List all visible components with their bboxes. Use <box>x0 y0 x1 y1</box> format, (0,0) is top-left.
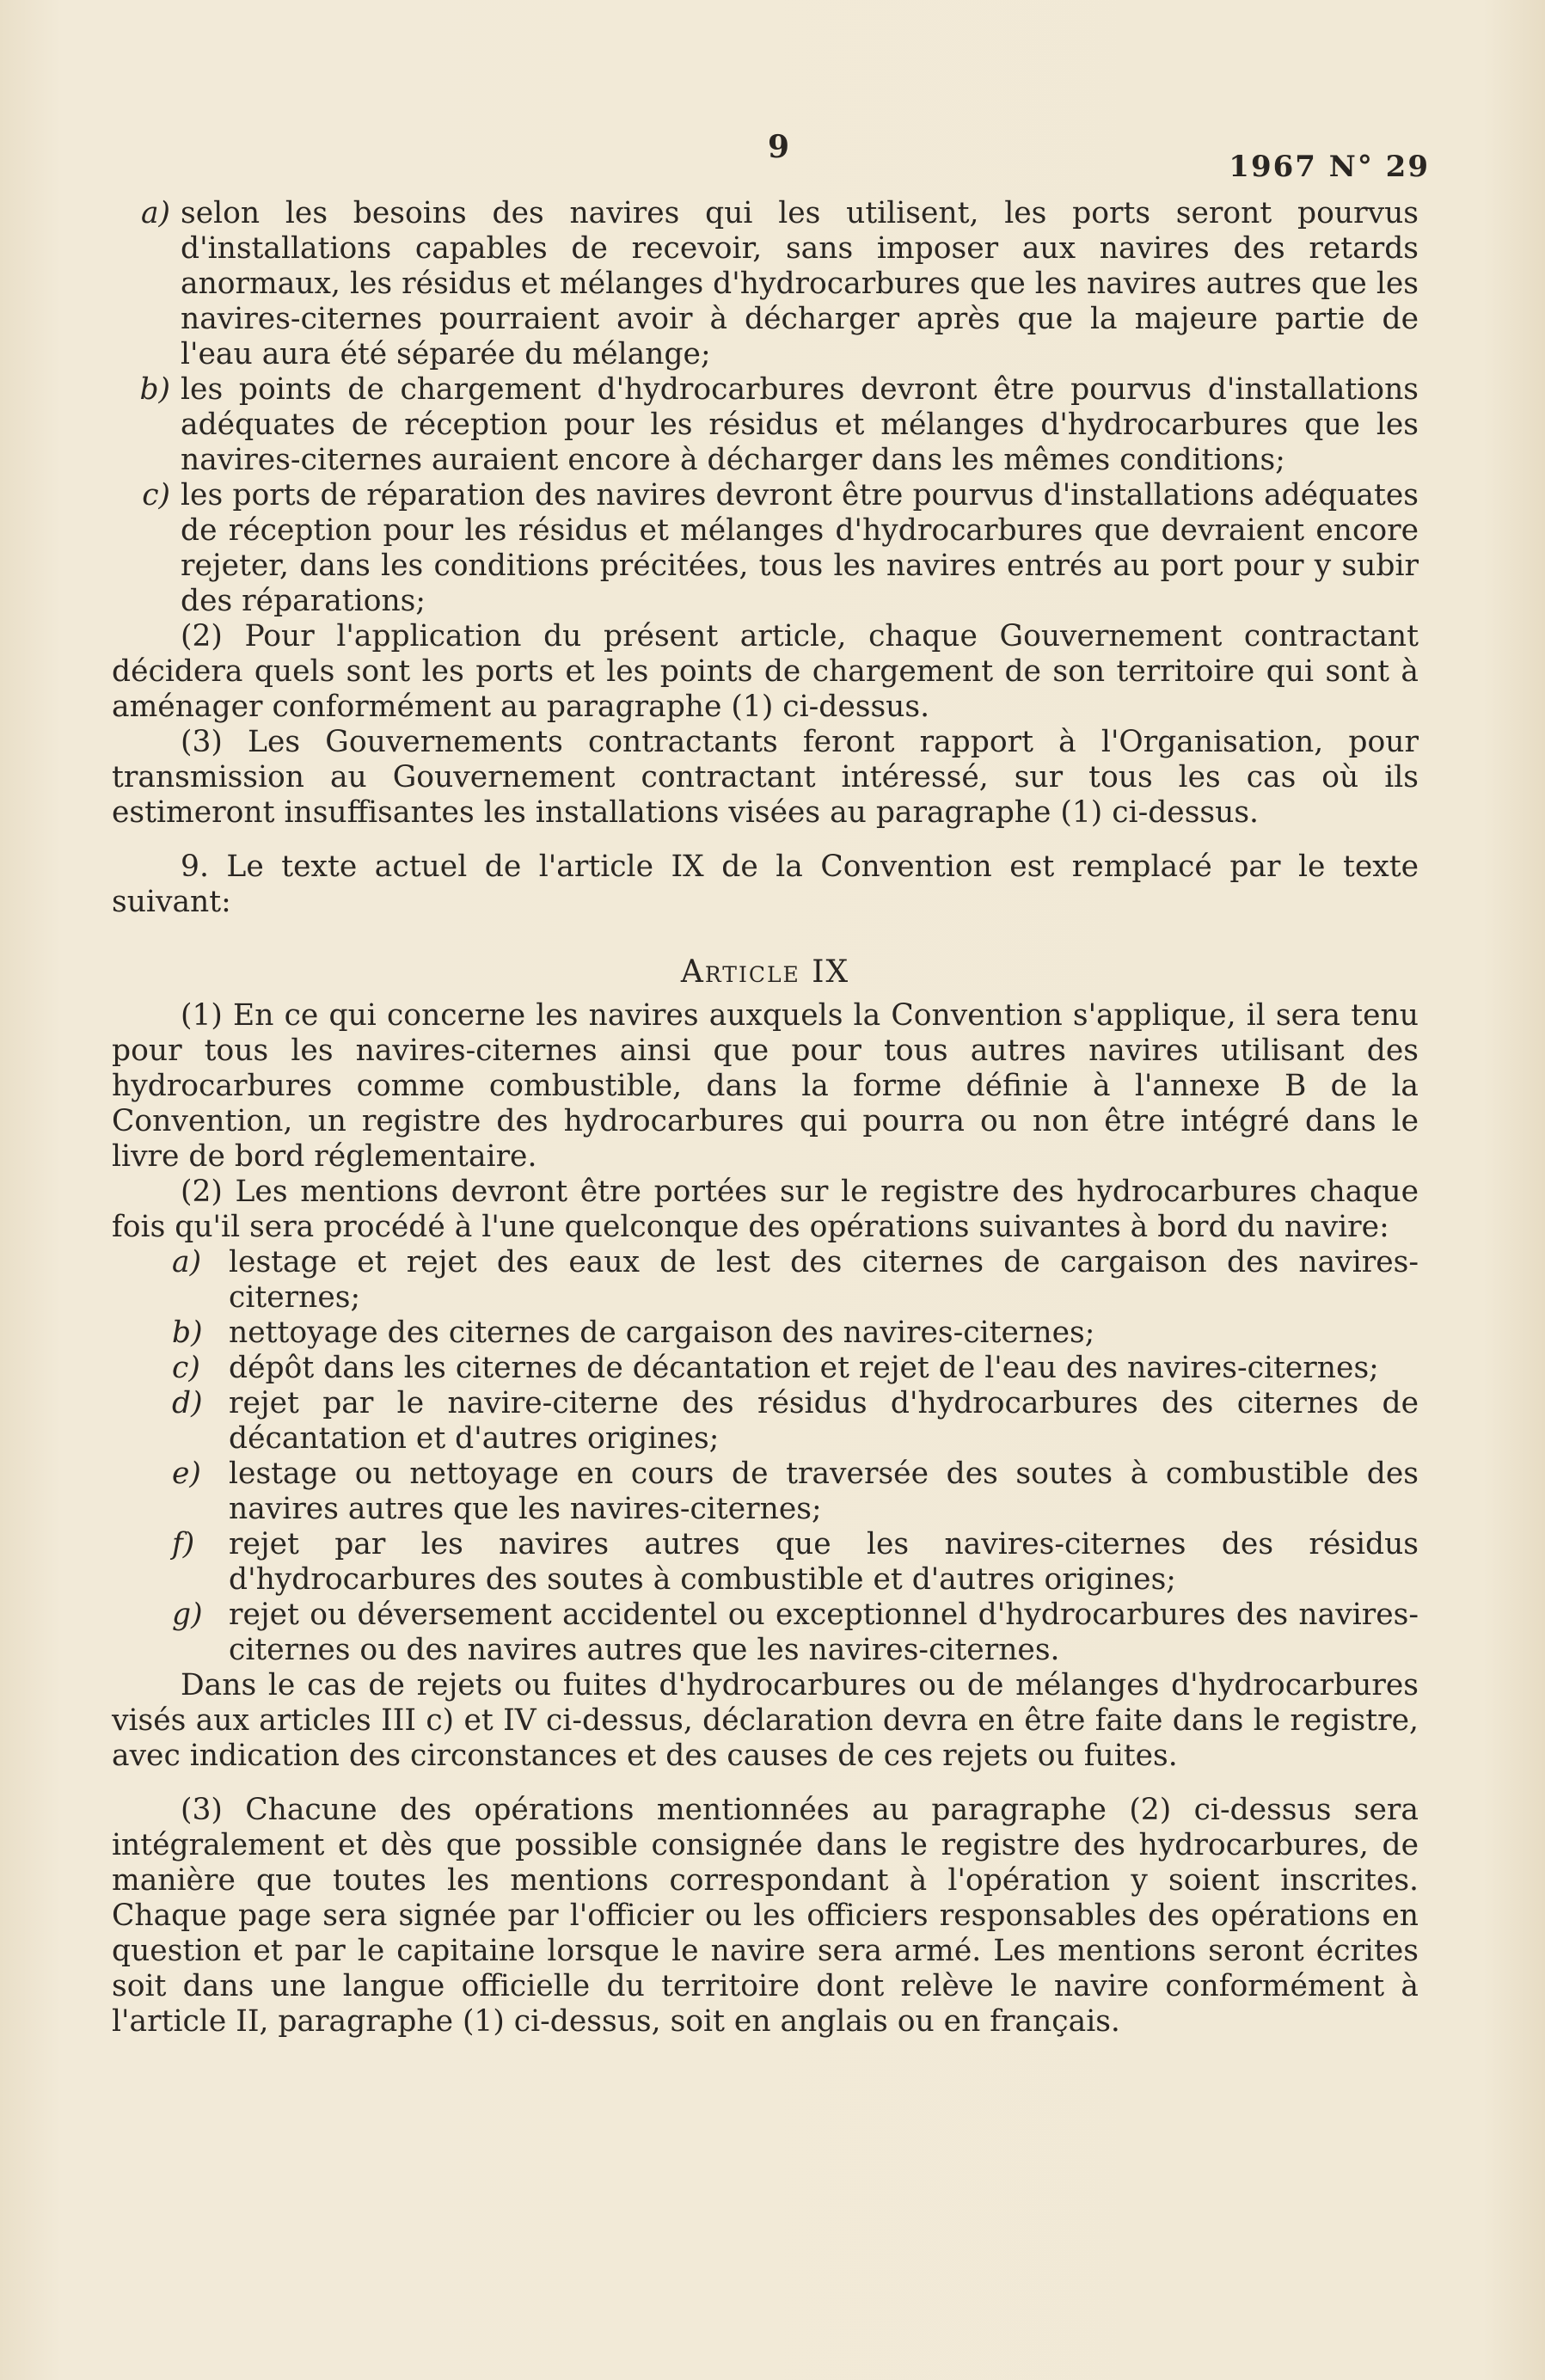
page-number: 9 <box>768 129 790 165</box>
list-item <box>172 1457 1419 1527</box>
item-text: les ports de réparation des navires devront être pourvus d'installations adéquates de réception pour les résidus et mélanges d'hydrocarbures que devraient encore rejeter, dans les conditions précitées, tous les navires entrés au port pour y subir des réparations; <box>181 478 1419 618</box>
item-marker: a) <box>172 1245 202 1279</box>
item-text: lestage et rejet des eaux de lest des citernes de cargaison des navires-citernes; <box>229 1245 1419 1315</box>
document-body <box>112 196 1419 2040</box>
list-item <box>172 1598 1419 1668</box>
document-reference: 1967 N° 29 <box>1229 150 1430 184</box>
list-item <box>112 196 1419 372</box>
list-item <box>112 372 1419 478</box>
item-text: nettoyage des citernes de cargaison des navires-citernes; <box>229 1316 1095 1350</box>
list-item <box>172 1351 1419 1386</box>
item-marker: b) <box>139 372 170 407</box>
list-item <box>112 478 1419 619</box>
paragraph: (2) Pour l'application du présent article, chaque Gouvernement contractant décidera quels sont les ports et les points de chargement de son territoire qui sont à aménager conformément au paragraphe (1) ci-dessus. <box>112 619 1419 724</box>
list-item <box>172 1316 1419 1351</box>
paragraph: Dans le cas de rejets ou fuites d'hydrocarbures ou de mélanges d'hydrocarbures visés aux articles III c) et IV ci-dessus, déclaration devra en être faite dans le registre, avec indication des circonstances et des causes de ces rejets ou fuites. <box>112 1668 1419 1773</box>
item-marker: c) <box>142 478 170 512</box>
paragraph: (3) Les Gouvernements contractants feront rapport à l'Organisation, pour transmission au Gouvernement contractant intéressé, sur tous les cas où ils estimeront insuffisantes les installations visées au paragraphe (1) ci-dessus. <box>112 725 1419 830</box>
list-item <box>172 1527 1419 1598</box>
item-marker: a) <box>140 196 170 230</box>
paragraph: 9. Le texte actuel de l'article IX de la Convention est remplacé par le texte suivant: <box>112 850 1419 919</box>
item-text: rejet par les navires autres que les navires-citernes des résidus d'hydrocarbures des soutes à combustible et d'autres origines; <box>229 1527 1419 1597</box>
item-marker: c) <box>172 1351 200 1385</box>
list-item <box>172 1386 1419 1457</box>
page-header <box>0 129 1545 189</box>
paragraph: (3) Chacune des opérations mentionnées au paragraphe (2) ci-dessus sera intégralement et dès que possible consignée dans le registre des hydrocarbures, de manière que toutes les mentions correspondant à l'opération y soient inscrites. Chaque page sera signée par l'officier ou les officiers responsables des opérations en question et par le capitaine lorsque le navire sera armé. Les mentions seront écrites soit dans une langue officielle du territoire dont relève le navire conformément à l'article II, paragraphe (1) ci-dessus, soit en anglais ou en français. <box>112 1793 1419 2039</box>
item-text: rejet par le navire-citerne des résidus d'hydrocarbures des citernes de décantation et d'autres origines; <box>229 1386 1419 1456</box>
item-text: selon les besoins des navires qui les utilisent, les ports seront pourvus d'installations capables de recevoir, sans imposer aux navires des retards anormaux, les résidus et mélanges d'hydrocarbures que les navires autres que les navires-citernes pourraient avoir à décharger après que la majeure partie de l'eau aura été séparée du mélange; <box>181 196 1419 371</box>
item-text: les points de chargement d'hydrocarbures devront être pourvus d'installations adéquates de réception pour les résidus et mélanges d'hydrocarbures que les navires-citernes auraient encore à décharger dans les mêmes conditions; <box>181 372 1419 477</box>
list-item <box>172 1245 1419 1316</box>
item-text: dépôt dans les citernes de décantation et rejet de l'eau des navires-citernes; <box>229 1351 1379 1385</box>
item-text: rejet ou déversement accidentel ou exceptionnel d'hydrocarbures des navires-citernes ou des navires autres que les navires-citernes. <box>229 1598 1419 1667</box>
item-marker: f) <box>172 1527 195 1561</box>
item-marker: d) <box>172 1386 203 1420</box>
item-text: lestage ou nettoyage en cours de traversée des soutes à combustible des navires autres que les navires-citernes; <box>229 1457 1419 1526</box>
paragraph: (1) En ce qui concerne les navires auxquels la Convention s'applique, il sera tenu pour tous les navires-citernes ainsi que pour tous autres navires utilisant des hydrocarbures comme combustible, dans la forme définie à l'annexe B de la Convention, un registre des hydrocarbures qui pourra ou non être intégré dans le livre de bord réglementaire. <box>112 998 1419 1174</box>
article-heading: Article IX <box>680 954 850 990</box>
paragraph: (2) Les mentions devront être portées sur le registre des hydrocarbures chaque fois qu'il sera procédé à l'une quelconque des opérations suivantes à bord du navire: <box>112 1175 1419 1244</box>
item-marker: e) <box>172 1457 201 1491</box>
item-marker: b) <box>172 1316 203 1350</box>
item-marker: g) <box>172 1598 203 1632</box>
